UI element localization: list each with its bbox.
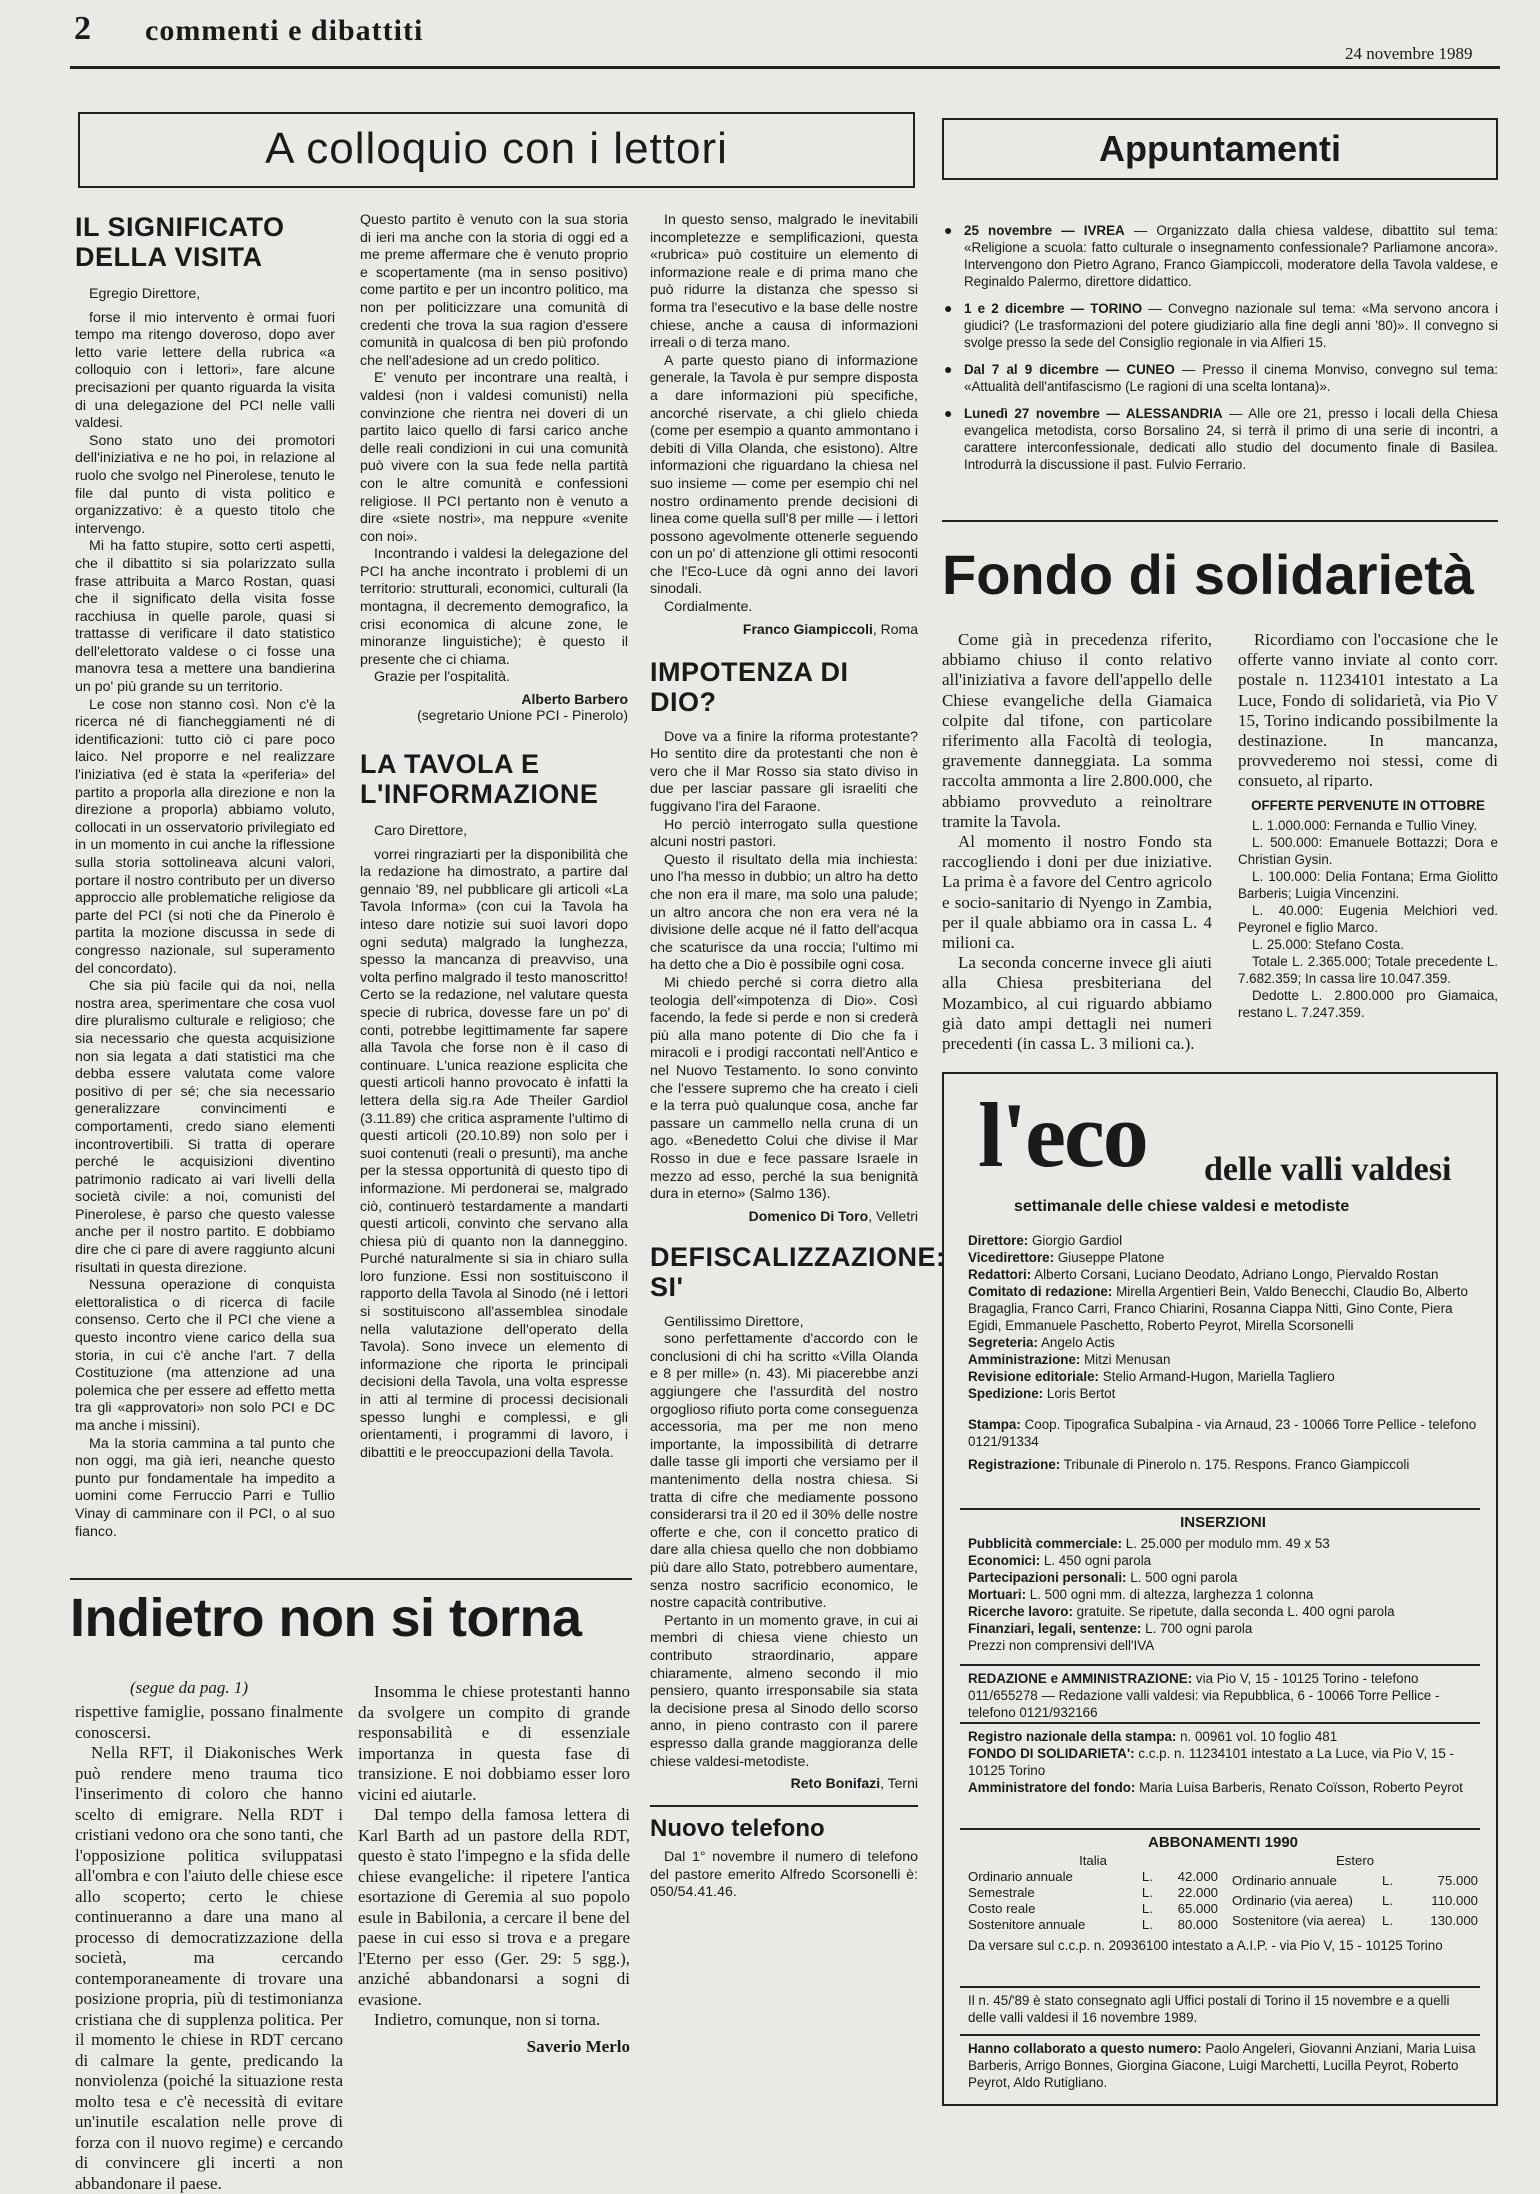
inserzioni-row [968,1586,1478,1603]
inserzioni-section [968,1514,1478,1654]
bullet-icon: ● [944,300,953,316]
letter-1-signature: Alberto Barbero [521,691,628,708]
indietro-paragraph: Indietro, comunque, non si torna. [374,2010,601,2029]
staff-row [968,1368,1478,1385]
issue-date: 24 novembre 1989 [1345,44,1473,63]
abbonamenti-currency: L. [1141,1917,1153,1932]
inserzioni-value: L. 700 ogni parola [1145,1621,1253,1636]
indietro-paragraph: Nella RFT, il Diakonisches Werk può rendere meno trauma tico l'inserimento di coloro che hanno scelto di emigrare. Nella RDT i cristiani vedono ora che sono tanti, che l'opposizione politica sviluppatasi all'ombra e con l'aiuto delle chiese esce allo scoperto; certo le chiese continueranno a dare una mano al processo di democratizzazione della società, ma cercando contemporaneamente di trovare una posizione propria, più di testimonianza cristiana che di supplenza politica. Per il momento le chiese in RDT cercano di calmare la gente, predicando la nonviolenza (poiché la situazione resta molto tesa e c'è necessità di evitare un'inutile escalation nelle prove di forza con il nuovo regime) e cercando di convincere gli incerti a non abbandonare il paese. [75,1743,343,2193]
staff-row [968,1249,1478,1266]
indietro-paragraph: rispettive famiglie, possano finalmente conoscersi. [75,1702,343,1742]
staff-names: Mirella Argentieri Bein, Valdo Benecchi, Claudio Bo, Alberto Bragaglia, Franco Carri, Franco Chiarini, Rosanna Ciappa Nitti, Gino Conte, Piera Egidi, Emmanuele Paschetto, Roberto Peyrot, Mirella Scorsonelli [968,1284,1468,1333]
letters-banner [78,112,915,188]
staff-names: Giorgio Gardiol [1032,1233,1123,1248]
collaboratori-label: Hanno collaborato a questo numero: [968,2041,1202,2056]
letter-1-title: IL SIGNIFICATO DELLA VISITA [75,212,285,272]
abbonamenti-row [1232,1893,1478,1913]
redazione-row [968,1670,1478,1721]
indietro-title: Indietro non si torna [70,1588,582,1648]
appuntamento-text: — Convegno nazionale sul tema: «Ma servono ancora i giudici? (Le trasformazioni del potere giudiziario alla fine degli anni '80)». Il convegno si svolge presso la sede del Consiglio regionale in via Alfieri 15. [964,301,1498,350]
appuntamento-date: Lunedì 27 novembre — ALESSANDRIA [964,406,1223,421]
fondo-paragraph: Ricordiamo con l'occasione che le offerte vanno inviate al conto corr. postale n. 11234101 intestato a La Luce, Fondo di solidarietà, via Pio V 15, Torino indicando possibilmente la destinazione. In mancanza, provvederemo noi stessi, come di consueto, al riparto. [1238,630,1498,791]
appuntamento-item [944,361,1498,395]
eco-rule [960,1664,1480,1666]
registro-value: c.c.p. n. 11234101 intestato a La Luce, via Pio V, 15 - 10125 Torino [968,1746,1454,1778]
staff-role: Revisione editoriale: [968,1369,1099,1384]
indietro-col-1 [75,1702,343,2193]
offerta-line: L. 25.000: Stefano Costa. [1252,936,1404,952]
appuntamento-date: 25 novembre — IVREA [964,223,1125,238]
staff-names: Loris Bertot [1046,1386,1116,1401]
letter-4-signature-name: Reto Bonifazi [790,1775,881,1792]
staff-row [968,1266,1478,1283]
inserzioni-row [968,1637,1478,1654]
stampa-row [968,1456,1478,1473]
abbonamenti-label: Semestrale [968,1885,1035,1900]
inserzioni-value: L. 500 ogni parola [1130,1570,1238,1585]
appuntamento-item [944,300,1498,351]
letter-3-paragraph: Questo il risultato della mia inchiesta: uno l'ha messo in dubbio; un altro ha detto che non era il mare, ma solo una palude; un altro ancora che non era vera né la divisione delle acque né il fatto dell'acqua che scaturisce da una roccia; l'ultimo mi ha detto che a Dio è possibile ogni cosa. [650,851,918,974]
letter-1-paragraph: Incontrando i valdesi la delegazione del PCI ha anche incontrato i problemi di un territorio: strutturali, economici, culturali (la montagna, il decremento demografico, la crisi economica di alcune zone, le minoranze linguistiche); è questo il presente che ci chiama. [360,546,628,668]
letter-3-paragraph: Ho perciò interrogato sulla questione alcuni nostri pastori. [650,816,918,851]
inserzioni-row [968,1569,1478,1586]
letter-2-signature: Franco Giampiccoli, Roma [742,620,918,637]
nuovo-telefono-title: Nuovo telefono [650,1815,825,1843]
nuovo-telefono-text: Dal 1° novembre il numero di telefono del pastore emerito Alfredo Scorsonelli è: 050/54.41.46. [650,1849,918,1901]
letter-1-paragraph: Nessuna operazione di conquista elettoralistica o di ricerca di facile consenso. Certo che il PCI che viene a questo incontro viene carico della sua storia, in cui c'è anche l'art. 7 della Costituzione (ma attenzione ad una polemica che per essere ad effetto metta tra gli «approvatori» non solo PCI e DC ma anche i missini). [75,1277,335,1434]
letter-2-paragraph: In questo senso, malgrado le inevitabili incompletezze e semplificazioni, questa «rubrica» può costituire un elemento di informazione reale e di prima mano che può ridurre la distanza che spesso si forma tra l'esecutivo e la base delle nostre chiese, anche a causa di informazioni irreali o di terza mano. [650,212,918,352]
letter-4-salutation: Gentilissimo Direttore, [664,1313,804,1330]
appuntamento-text: — Presso il cinema Monviso, convegno sul tema: «Attualità dell'antifascismo (Le ragioni di una scelta lontana)». [964,362,1498,394]
abbonamenti-currency: L. [1141,1901,1153,1916]
abbonamenti-label: Ordinario annuale [1232,1873,1337,1888]
abbonamenti-label: Ordinario annuale [968,1869,1073,1884]
letter-4-signature: Reto Bonifazi, Terni [790,1775,918,1792]
abbonamenti-price: 80.000 [1177,1917,1218,1932]
fondo-col-2 [1238,630,1498,1021]
abbonamenti-estero-header: Estero [1335,1853,1375,1868]
letter-2-paragraph: vorrei ringraziarti per la disponibilità che la redazione ha dimostrato, a partire dal gennaio '89, nel pubblicare gli articoli «La Tavola Informa» (con cui la Tavola ha inteso dare notizie sui suoi lavori dopo ogni seduta) malgrado la lunghezza, spesso la mancanza di preavviso, una volta perfino malgrado il testo manoscritto! Certo se la redazione, nel valutare questa specie di rubrica, dovesse fare un po' di conti, potrebbe legittimamente far sapere alla Tavola che forse non è il caso di continuare. L'unica reazione esplicita che questi articoli hanno provocato è infatti la lettera della sig.ra Ade Theiler Gardiol (3.11.89) che critica aspramente l'ultimo di questi articoli (20.10.89) non solo per i suoi contenuti (reali o presunti), ma anche per la stessa opportunità di questo tipo di informazione. Mi perdonerai se, malgrado ciò, continuerò testardamente a mandarti questi articoli, convinto che servano alla chiesa più di quanto non la danneggino. Purché naturalmente si sia in chiaro sulla loro funzione. Essi non sostituiscono il rapporto della Tavola al Sinodo (né i lettori si sostituiscono all'assemblea sinodale nella valutazione dell'operato della Tavola). Sono invece un elemento di informazione che riporta le principali decisioni della Tavola, una volta espresse in atti al termine di processi decisionali spesso lunghi e complessi, e gli orientamenti, i programmi di lavoro, i dibattiti e le preoccupazioni della Tavola. [360,846,628,1461]
registro-value: Maria Luisa Barberis, Renato Coïsson, Roberto Peyrot [1139,1780,1463,1795]
stampa-row [968,1416,1478,1450]
inserzioni-role: Economici: [968,1553,1041,1568]
abbonamenti-price: 75.000 [1437,1873,1478,1888]
fondo-col-1 [942,630,1212,1054]
registro-role: Registro nazionale della stampa: [968,1729,1177,1744]
header-rule [70,66,1500,69]
abbonamenti-price: 22.000 [1177,1885,1218,1900]
registro-row [968,1745,1478,1779]
staff-role: Direttore: [968,1233,1029,1248]
abbonamenti-row [968,1917,1218,1933]
eco-subtitle: settimanale delle chiese valdesi e metodiste [1014,1198,1350,1215]
inserzioni-value: Prezzi non comprensivi dell'IVA [968,1638,1155,1653]
abbonamenti-price: 130.000 [1430,1913,1478,1928]
abbonamenti-currency: L. [1141,1885,1153,1900]
bullet-icon: ● [944,405,953,421]
registro-row [968,1728,1478,1745]
letters-banner-title: A colloquio con i lettori [265,124,728,173]
appuntamenti-title: Appuntamenti [1099,128,1341,169]
inserzioni-row [968,1552,1478,1569]
appuntamento-text: — Alle ore 21, presso i locali della Chiesa evangelica metodista, corso Borsalino 24, si terrà il primo di una serie di incontri, a carattere interconfessionale, dedicati allo studio del documento finale di Basilea. Introdurrà la discussione il past. Fulvio Ferrario. [964,406,1498,472]
abbonamenti-currency: L. [1382,1873,1393,1888]
eco-rule [960,1986,1480,1988]
stampa-names: Coop. Tipografica Subalpina - via Arnaud, 23 - 10066 Torre Pellice - telefono 0121/91334 [968,1417,1477,1449]
eco-rule [960,1508,1480,1510]
staff-row [968,1334,1478,1351]
appuntamento-text: — Organizzato dalla chiesa valdese, dibattito sul tema: «Religione a scuola: fatto culturale o insegnamento confessionale? Parliamone ancora». Intervengono don Pietro Agrano, Franco Giampiccoli, moderatore della Tavola valdese, e Reginaldo Palermo, direttore didattico. [964,223,1498,289]
consegna-text: Il n. 45/'89 è stato consegnato agli Uffici postali di Torino il 15 novembre e a quelli delle valli valdesi il 16 novembre 1989. [968,1993,1450,2025]
appuntamenti-banner [942,118,1498,180]
fondo-paragraph: Come già in precedenza riferito, abbiamo chiuso il conto relativo all'iniziativa a favore dell'appello delle Chiese evangeliche della Giamaica colpite dal tifone, con particolare riferimento alla Facoltà di teologia, gravemente danneggiata. La somma raccolta ammonta a lire 2.800.000, che abbiamo provveduto a reinoltrare tramite la Tavola. [942,630,1212,831]
letter-3-signature: Domenico Di Toro, Velletri [748,1207,918,1224]
letter-3-title: IMPOTENZA DI DIO? [650,656,849,717]
letter-1-paragraph: forse il mio intervento è ormai fuori tempo ma ritengo doveroso, dopo aver letto varie lettere della rubrica «a colloquio con i lettori», fare alcune precisazioni per quanto riguarda la visita di una delegazione del PCI nelle valli valdesi. [75,309,335,432]
letter-2-title: LA TAVOLA E L'INFORMAZIONE [360,749,599,810]
inserzioni-title: INSERZIONI [1180,1514,1266,1531]
abbonamenti-currency: L. [1382,1893,1393,1908]
letter-4-paragraph: Pertanto in un momento grave, in cui ai membri di chiesa viene chiesto un contributo straordinario, appare chiaramente, almeno secondo il mio pensiero, quanto irresponsabile sia stata la decisione presa al Sinodo dello scorso anno, in pieno contrasto con il parere espresso dalla grande maggioranza delle chiese valdesi-metodiste. [650,1612,918,1770]
registro-row [968,1779,1478,1796]
letter-1-paragraph: Ma la storia cammina a tal punto che non oggi, ma già ieri, neanche questo punto pur fondamentale ha impedito a uomini come Ferruccio Parri e Tullio Vinay di camminare con il PCI, o al suo fianco. [75,1435,335,1540]
indietro-col-2 [358,1682,630,2057]
inserzioni-value: L. 450 ogni parola [1043,1553,1152,1568]
eco-name: delle valli valdesi [1204,1151,1452,1188]
indietro-signature: Saverio Merlo [526,2036,630,2056]
letter-1-paragraph: Mi ha fatto stupire, sotto certi aspetti, che il dibattito si sia polarizzato sulla frase attribuita a Marco Rostan, quasi che il significato della visita fosse racchiusa in quelle parole, quasi si trattasse di verificare il dato statistico dell'elettorato valdese o ci fosse una manovra tesa a mettere una bandierina un po' più grande su un territorio. [75,538,335,696]
offerta-line: L. 500.000: Emanuele Bottazzi; Dora e Christian Gysin. [1238,834,1498,867]
collaboratori [968,2040,1478,2091]
appuntamento-item [944,222,1498,290]
staff-names: Angelo Actis [1040,1335,1115,1350]
letter-1-paragraph: Grazie per l'ospitalità. [374,669,510,686]
inserzioni-role: Ricerche lavoro: [968,1604,1073,1619]
appuntamenti-bottom-rule [942,520,1498,522]
abbonamenti-price: 65.000 [1177,1901,1218,1916]
collaboratori-text [968,2040,1478,2091]
staff-row [968,1385,1478,1402]
inserzioni-value: L. 500 ogni mm. di altezza, larghezza 1 colonna [1029,1587,1314,1602]
appuntamento-date: Dal 7 al 9 dicembre — CUNEO [964,362,1175,377]
letter-3-signature-name: Domenico Di Toro [748,1207,869,1224]
redazione-section [968,1670,1478,1721]
bullet-icon: ● [944,361,953,377]
registro-value: n. 00961 vol. 10 foglio 481 [1180,1729,1338,1744]
stampa-names: Tribunale di Pinerolo n. 175. Respons. Franco Giampiccoli [1063,1457,1410,1472]
abbonamenti-currency: L. [1382,1913,1393,1928]
appuntamenti-list [944,222,1498,473]
registro-section [968,1728,1478,1796]
page-number: 2 [74,10,91,47]
abbonamenti-italia-table [968,1853,1218,1933]
inserzioni-row [968,1535,1478,1552]
abbonamenti-estero-table [1232,1853,1478,1933]
eco-rule [960,1722,1480,1724]
staff-names: Giuseppe Platone [1057,1250,1165,1265]
abbonamenti-versamento: Da versare sul c.c.p. n. 20936100 intestato a A.I.P. - via Pio V, 15 - 10125 Torino [968,1938,1443,1953]
inserzioni-row [968,1620,1478,1637]
collaboratori-names: Paolo Angeleri, Giovanni Anziani, Maria Luisa Barberis, Arrigo Bonnes, Giorgina Giacone, Luigi Marchetti, Lucilla Peyrot, Roberto Peyrot, Aldo Rutigliano. [968,2041,1476,2090]
staff-row [968,1283,1478,1334]
letter-3-paragraph: Dove va a finire la riforma protestante? Ho sentito dire da protestanti che non è vero che il Mar Rosso sia stato diviso in due per lasciar passare gli israeliti che fuggivano l'ira del Faraone. [650,728,918,816]
abbonamenti-italia-header: Italia [1079,1853,1107,1868]
staff-role: Vicedirettore: [968,1250,1055,1265]
offerta-line: L. 100.000: Delia Fontana; Erma Giolitto Barberis; Luigia Vincenzini. [1238,868,1498,901]
abbonamenti-label: Sostenitore (via aerea) [1232,1913,1366,1928]
letter-2-paragraph: Cordialmente. [664,599,753,616]
abbonamenti-section [968,1834,1478,1954]
offerta-line: L. 40.000: Eugenia Melchiori ved. Peyronel e figlio Marco. [1238,902,1498,935]
staff-role: Segreteria: [968,1335,1038,1350]
offerte-title: OFFERTE PERVENUTE IN OTTOBRE [1251,797,1485,813]
abbonamenti-title: ABBONAMENTI 1990 [1147,1834,1299,1851]
letter-1-paragraph: Sono stato uno dei promotori dell'iniziativa e ne ho poi, in relazione al ruolo che svolgo nel Pinerolese, tenuto le file dal punto di vista politico e organizzativo: è a questo titolo che intervengo. [75,432,335,537]
letter-4-title: DEFISCALIZZAZIONE: SI' [650,1241,946,1302]
indietro-paragraph: Dal tempo della famosa lettera di Karl Barth ad un pastore della RDT, questo è stato l'impegno e la sfida delle chiese evangeliche: il ripetere l'antica esortazione di Geremia al suo popolo esule in Babilonia, a cercare il bene del paese in cui esso si trova e a pregare l'Eterno per esso (Ger. 29: 5 sgg.), anziché abbandonarsi a sogni di evasione. [358,1805,630,2009]
staff-role: Comitato di redazione: [968,1284,1113,1299]
stampa-role: Stampa: [968,1417,1021,1432]
letter-3-signature-place: Velletri [875,1207,918,1224]
consegna-note [968,1992,1478,2026]
letter-2-salutation: Caro Direttore, [374,823,468,840]
letter-4-signature-place: Terni [887,1775,918,1792]
indietro-paragraph: Insomma le chiese protestanti hanno da svolgere un compito di grande responsabilità e di essenziale importanza in questa fase di transizione. E noi dobbiamo esser loro vicini ed aiutarle. [358,1682,630,1804]
bullet-icon: ● [944,222,953,238]
eco-rule [960,1828,1480,1830]
section-title: commenti e dibattiti [145,14,424,47]
fondo-paragraph: La seconda concerne invece gli aiuti alla Chiesa presbiteriana del Mozambico, al cui riguardo abbiamo già dato ampi dettagli nei numeri precedenti (in cassa L. 3 milioni ca.). [942,953,1212,1054]
staff-names: Stelio Armand-Hugon, Mariella Tagliero [1102,1369,1335,1384]
offerta-line: L. 1.000.000: Fernanda e Tullio Viney. [1252,817,1478,833]
inserzioni-value: L. 25.000 per modulo mm. 49 x 53 [1125,1536,1330,1551]
inserzioni-role: Finanziari, legali, sentenze: [968,1621,1142,1636]
staff-role: Redattori: [968,1267,1032,1282]
letter-1-paragraph: Questo partito è venuto con la sua storia di ieri ma anche con la storia di oggi ed a me preme affermare che è venuto proprio e scopertamente (ma in senso positivo) come partito e per un incontro politico, ma non per politicizzare una comunità di credenti che trova la sua ragion d'essere comunità in qualcosa di ben più profondo che nell'adesione ad un credo politico. [360,212,628,369]
abbonamenti-row [1232,1913,1478,1933]
letter-4-paragraph: sono perfettamente d'accordo con le conclusioni di chi ha scritto «Villa Olanda e 8 per mille» (n. 43). Mi piacerebbe anzi aggiungere che l'assurdità del nostro orgoglioso rifiuto porta come conseguenza accessoria, ma per me non meno importante, la impossibilità di detrarre dalle tasse gli importi che versiamo per il mantenimento della nostra chiesa. Si tratta di cifre che mediamente possono considerarsi tra il 20 ed il 30% delle nostre offerte e che, con il concetto pratico di dare alla chiesa quello che non dobbiamo più dare allo Stato, potrebbero aumentare, senza nostro sacrificio economico, le nostre capacità contributive. [650,1331,918,1612]
letter-1-paragraph: Le cose non stanno così. Non c'è la ricerca né di fiancheggiamenti né di identificazioni: tutto ciò ci pare poco laico. Nel proporre e nel realizzare l'iniziativa (ed è stata la «periferia» del partito a proporla alla direzione e non la direzione a proporla) abbiamo voluto, collocati in un osservatorio privilegiato ed in un momento in cui anche la riflessione sulla storia sottolineava alcuni valori, portare il nostro contributo per un diverso approccio alle problematiche religiose da parte del PCI (si noti che da Pinerolo è partita la mozione discussa in sede di congresso nazionale, sul superamento del concordato). [75,696,335,977]
abbonamenti-row [968,1869,1218,1885]
inserzioni-role: Pubblicità commerciale: [968,1536,1123,1551]
staff-names: Mitzi Menusan [1084,1352,1171,1367]
inserzioni-role: Partecipazioni personali: [968,1570,1127,1585]
indietro-top-rule [70,1578,632,1580]
stampa-role: Registrazione: [968,1457,1061,1472]
letter-1-signature-note: (segretario Unione PCI - Pinerolo) [417,707,628,724]
appuntamento-date: 1 e 2 dicembre — TORINO [964,301,1143,316]
redazione-value: via Pio V, 15 - 10125 Torino - telefono 011/655278 — Redazione valli valdesi: via Repubblica, 6 - 10066 Torre Pellice - telefono 0121/932166 [968,1671,1440,1720]
letter-1-continued [360,212,628,1462]
letter-1-paragraph: Che sia più facile qui da noi, nella nostra area, sperimentare che cosa vuol dire pluralismo culturale e religioso; che sia necessario che questa acquisizione non sia legata a dati statistici ma che debba essere valutata come valore positivo di per sé; che sia necessario generalizzare convincimenti e comportamenti, credo siano elementi incontrovertibili. Si tratta di operare perché le acquisizioni diventino patrimonio radicato ai vari livelli della società civile: a noi, comunisti del Pinerolese, è parso che questo valesse anche per il nostro partito. E dobbiamo dire che ci pare di avere raggiunto alcuni risultati in questa direzione. [75,978,335,1276]
appuntamento-item [944,405,1498,473]
offerta-total: Totale L. 2.365.000; Totale precedente L. 7.682.359; In cassa lire 10.047.359. [1238,953,1498,986]
letter-1-paragraph: E' venuto per incontrare una realtà, i valdesi (non i valdesi comunisti) nella convinzione che rientra nei doveri di un partito laico quello di farsi carico anche delle reali condizioni in cui una comunità può vivere con la sua fede nella partità con le altre comunità e confessioni religiose. Il PCI pertanto non è venuto a dire «siete nostri», ma neppure «venite con noi». [360,370,628,545]
letter-1 [75,212,335,1541]
fondo-paragraph: Al momento il nostro Fondo sta raccogliendo i doni per due iniziative. La prima è a favore del Centro agricolo e socio-sanitario di Nyengo in Zambia, per il quale abbiamo ora in cassa L. 4 milioni ca. [942,832,1212,953]
abbonamenti-price: 110.000 [1431,1893,1478,1908]
indietro-continued: (segue da pag. 1) [130,1678,249,1697]
abbonamenti-row [1232,1873,1478,1893]
abbonamenti-label: Costo reale [968,1901,1036,1916]
eco-staff [968,1232,1478,1473]
redazione-role: REDAZIONE e AMMINISTRAZIONE: [968,1671,1193,1686]
letter-2-paragraph: A parte questo piano di informazione generale, la Tavola è pur sempre disposta a dare informazioni più specifiche, ancorché riservate, a chi glielo chieda (come per esempio a quanto ammontano i debiti di Villa Olanda, che esistono). Altre informazioni che riguardano la chiesa nel suo insieme — come per esempio chi nel nostro ordinamento prende decisioni di linea come quella sull'8 per mille — i lettori possono agevolmente ottenerle seguendo con un po' di attenzione gli ottimi resoconti che l'Eco-Luce dà ogni anno dei lavori sinodali. [650,352,918,598]
staff-role: Amministrazione: [968,1352,1081,1367]
letter-2-signature-place: Roma [880,620,918,637]
inserzioni-role: Mortuari: [968,1587,1027,1602]
column-rule [650,1805,918,1807]
letter-1-salutation: Egregio Direttore, [89,286,201,302]
abbonamenti-row [968,1885,1218,1901]
letter-2-signature-name: Franco Giampiccoli [742,620,873,637]
offerta-total: Dedotte L. 2.800.000 pro Giamaica, restano L. 7.247.359. [1238,987,1498,1020]
staff-row [968,1232,1478,1249]
staff-row [968,1351,1478,1368]
inserzioni-value: gratuite. Se ripetute, dalla seconda L. 400 ogni parola [1076,1604,1395,1619]
letter-3-paragraph: Mi chiedo perché si corra dietro alla teologia dell'«impotenza di Dio». Così facendo, la fede si perde e non si crederà più alla mano potente di Dio che fa i miracoli e i prodigi raccontati nell'Antico e nel Nuovo Testamento. Io sono convinto che l'essere supremo che ha creato i cieli e la terra può qualunque cosa, anche far passare un cammello nella cruna di un ago. «Benedetto Colui che divise il Mar Rosso in due e fece passare Israele in mezzo ad esso, perché la sua benignità dura in eterno» (Salmo 136). [650,974,918,1203]
registro-role: Amministratore del fondo: [968,1780,1136,1795]
letter-2-continued [650,212,946,1902]
abbonamenti-label: Ordinario (via aerea) [1232,1893,1353,1908]
abbonamenti-currency: L. [1141,1869,1153,1884]
eco-logo: l'eco [978,1084,1147,1186]
fondo-title: Fondo di solidarietà [942,543,1475,606]
abbonamenti-price: 42.000 [1177,1869,1218,1884]
staff-role: Spedizione: [968,1386,1044,1401]
abbonamenti-row [968,1901,1218,1917]
staff-names: Alberto Corsani, Luciano Deodato, Adriano Longo, Piervaldo Rostan [1034,1267,1439,1282]
inserzioni-row [968,1603,1478,1620]
abbonamenti-label: Sostenitore annuale [968,1917,1086,1932]
registro-role: FONDO DI SOLIDARIETA': [968,1746,1135,1761]
eco-rule [960,2034,1480,2036]
